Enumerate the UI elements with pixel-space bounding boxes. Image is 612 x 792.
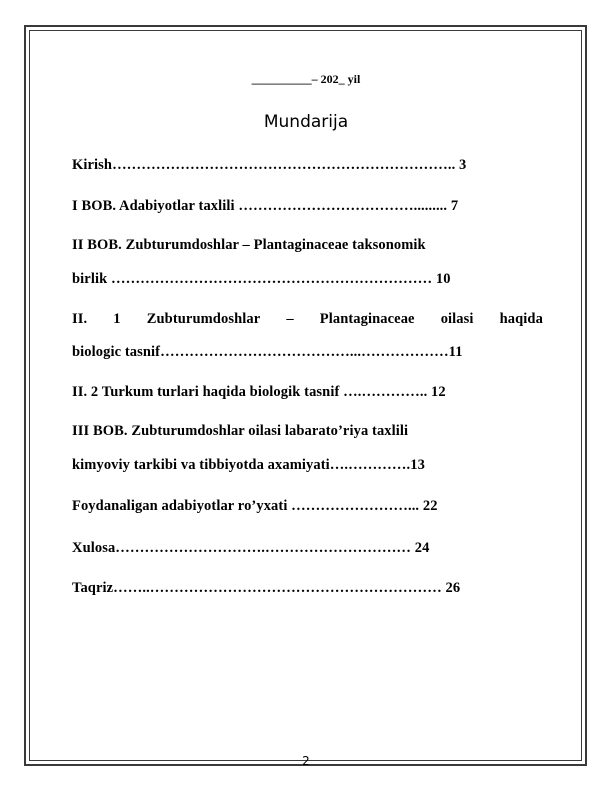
toc-entry-bob2-line1: II BOB. Zubturumdoshlar – Plantaginaceae taksonomik — [72, 237, 426, 253]
page-number: 2 — [302, 754, 310, 768]
page-title: Mundarija — [263, 112, 349, 132]
toc-word: Zubturumdoshlar — [146, 311, 261, 327]
toc-entry-bob1: I BOB. Adabiyotlar taxlili ………………………………......... 7 — [72, 198, 459, 214]
toc-word: – — [286, 311, 294, 327]
toc-word: II. — [72, 311, 88, 327]
toc-entry-sec22: II. 2 Turkum turlari haqida biologik tasnif ….………….. 12 — [72, 384, 446, 400]
toc-entry-bob3-line1: III BOB. Zubturumdoshlar oilasi labarato’riya taxlili — [72, 423, 409, 439]
toc-entry-sec21-line1 — [72, 311, 543, 328]
toc-word: haqida — [499, 311, 543, 327]
toc-entry-bob2-line2: birlik ………………………………………………………… 10 — [72, 271, 451, 287]
toc-entry-kirish: Kirish…………………………………………………………….. 3 — [72, 157, 467, 173]
toc-entry-bob3-line2: kimyoviy tarkibi va tibbiyotda axamiyati….………….13 — [72, 457, 425, 473]
toc-entry-xulosa: Xulosa………………………….………………………… 24 — [72, 540, 430, 556]
toc-entry-taqriz: Taqriz……..…………………………………………………… 26 — [72, 580, 461, 596]
toc-word: oilasi — [440, 311, 474, 327]
toc-word: 1 — [113, 311, 121, 327]
date-line: __________– 202_ yil — [251, 72, 361, 86]
toc-entry-sec21-line2: biologic tasnif…………………………………...………………11 — [72, 344, 463, 360]
toc-word: Plantaginaceae — [319, 311, 415, 327]
toc-entry-adabiyotlar: Foydanaligan adabiyotlar ro’yxati ……………………... 22 — [72, 498, 438, 514]
